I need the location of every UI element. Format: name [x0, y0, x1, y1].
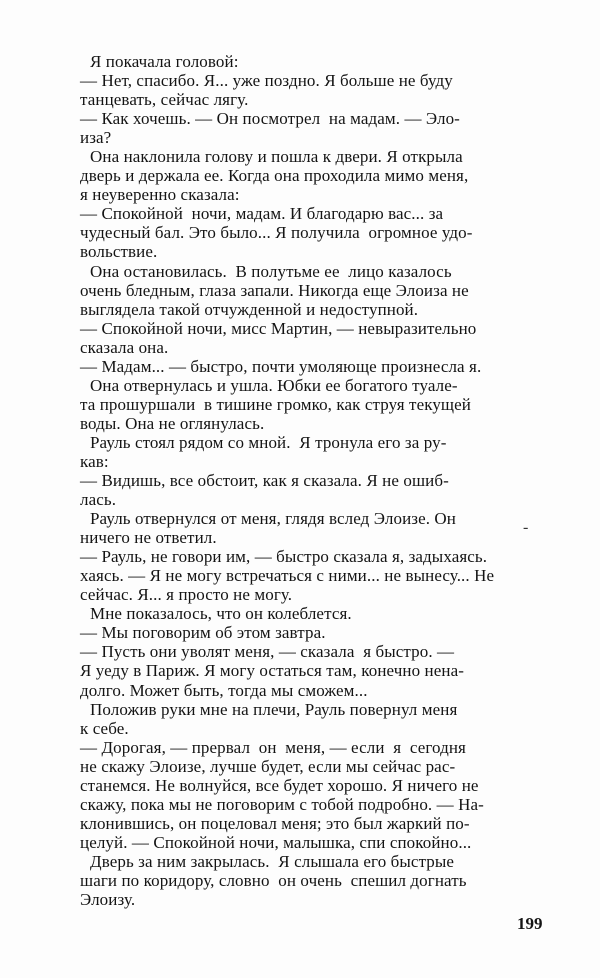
- text-line: кав:: [80, 452, 109, 471]
- text-line: чудесный бал. Это было... Я получила огромное удо-: [80, 223, 473, 242]
- text-line: танцевать, сейчас лягу.: [80, 90, 249, 109]
- text-line: скажу, пока мы не поговорим с тобой подробно. — На-: [80, 795, 484, 814]
- text-line: — Как хочешь. — Он посмотрел на мадам. — Эло-: [80, 109, 460, 128]
- text-line: — Мадам... — быстро, почти умоляюще произнесла я.: [80, 357, 482, 376]
- text-line: Положив руки мне на плечи, Рауль повернул меня: [90, 700, 458, 719]
- text-line: Рауль стоял рядом со мной. Я тронула его за ру-: [90, 433, 447, 452]
- text-line: Я покачала головой:: [90, 52, 239, 71]
- text-line: — Дорогая, — прервал он меня, — если я сегодня: [80, 738, 466, 757]
- text-line: — Мы поговорим об этом завтра.: [80, 623, 326, 642]
- text-line: сейчас. Я... я просто не могу.: [80, 585, 293, 604]
- page-number: 199: [517, 914, 543, 933]
- text-line: очень бледным, глаза запали. Никогда еще Элоиза не: [80, 281, 469, 300]
- text-line: — Нет, спасибо. Я... уже поздно. Я больше не буду: [80, 71, 453, 90]
- text-line: — Спокойной ночи, мисс Мартин, — невыразительно: [80, 319, 477, 338]
- text-line: Она отвернулась и ушла. Юбки ее богатого туале-: [90, 376, 458, 395]
- text-line: клонившись, он поцеловал меня; это был жаркий по-: [80, 814, 470, 833]
- text-line: Она наклонила голову и пошла к двери. Я открыла: [90, 147, 463, 166]
- text-line: шаги по коридору, словно он очень спешил догнать: [80, 871, 467, 890]
- text-line: к себе.: [80, 719, 129, 738]
- text-line: станемся. Не волнуйся, все будет хорошо. Я ничего не: [80, 776, 479, 795]
- text-line: дверь и держала ее. Когда она проходила мимо меня,: [80, 166, 469, 185]
- text-line: целуй. — Спокойной ночи, малышка, спи спокойно...: [80, 833, 472, 852]
- text-line: хаясь. — Я не могу встречаться с ними... не вынесу... Не: [80, 566, 495, 585]
- text-line: выглядела такой отчужденной и недоступной.: [80, 300, 419, 319]
- text-line: — Пусть они уволят меня, — сказала я быстро. —: [80, 642, 455, 661]
- text-line: Мне показалось, что он колеблется.: [90, 604, 352, 623]
- text-line: — Рауль, не говори им, — быстро сказала я, задыхаясь.: [80, 547, 488, 566]
- text-line: — Видишь, все обстоит, как я сказала. Я не ошиб-: [80, 471, 449, 490]
- text-line: не скажу Элоизе, лучше будет, если мы сейчас рас-: [80, 757, 456, 776]
- text-line: лась.: [80, 490, 117, 509]
- text-line: я неуверенно сказала:: [80, 185, 240, 204]
- stray-mark: -: [523, 519, 529, 536]
- text-line: сказала она.: [80, 338, 169, 357]
- text-line: ничего не ответил.: [80, 528, 217, 547]
- text-line: долго. Может быть, тогда мы сможем...: [80, 681, 368, 700]
- text-line: Она остановилась. В полутьме ее лицо казалось: [90, 262, 452, 281]
- text-line: воды. Она не оглянулась.: [80, 414, 265, 433]
- text-line: Элоизу.: [80, 890, 136, 909]
- text-line: та прошуршали в тишине громко, как струя текущей: [80, 395, 471, 414]
- text-line: Дверь за ним закрылась. Я слышала его быстрые: [90, 852, 455, 871]
- text-line: иза?: [80, 128, 112, 147]
- text-line: — Спокойной ночи, мадам. И благодарю вас... за: [80, 204, 444, 223]
- text-line: Рауль отвернулся от меня, глядя вслед Элоизе. Он: [90, 509, 456, 528]
- text-line: Я уеду в Париж. Я могу остаться там, конечно нена-: [80, 661, 465, 680]
- text-line: вольствие.: [80, 242, 158, 261]
